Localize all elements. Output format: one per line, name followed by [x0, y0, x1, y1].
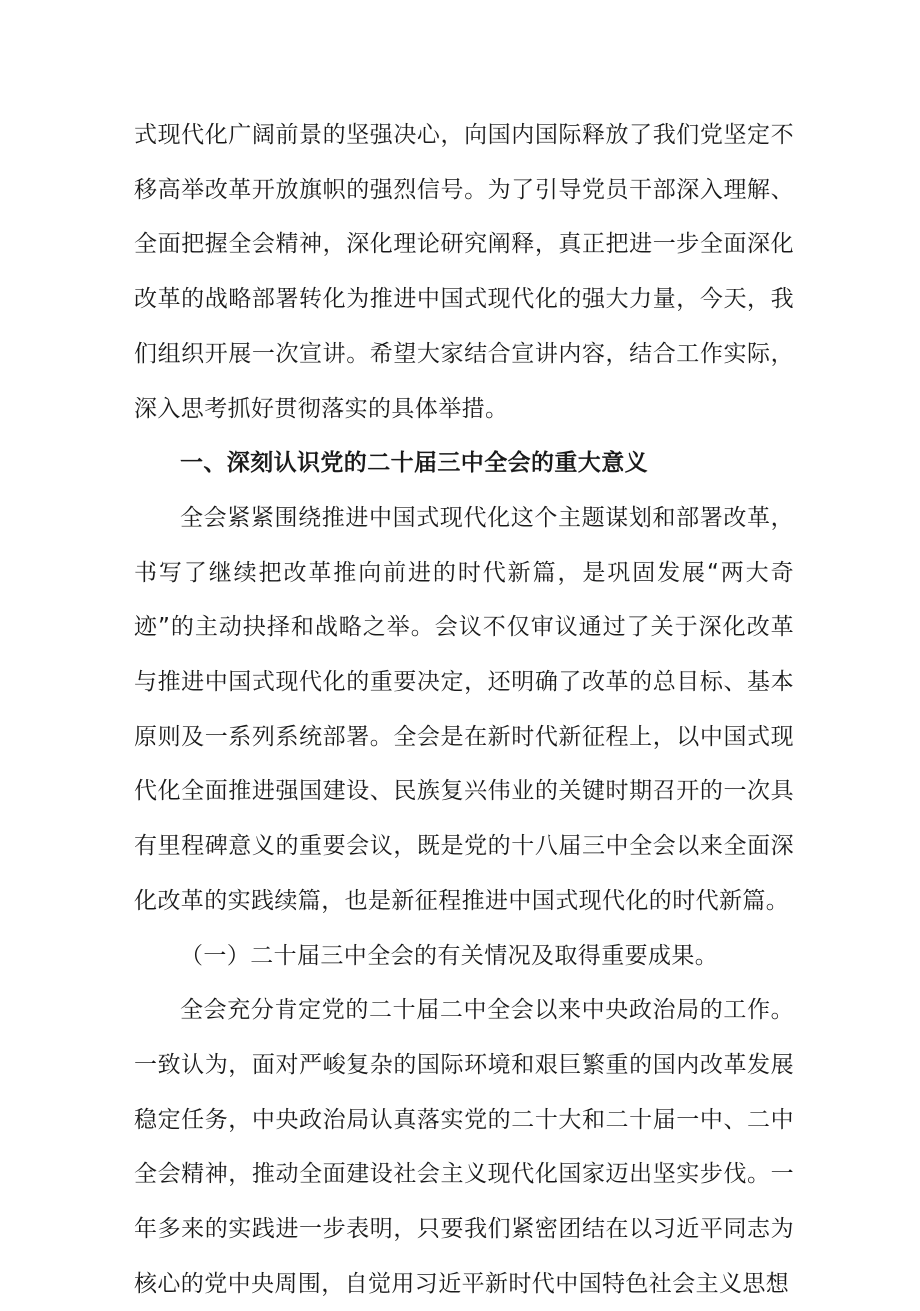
subsection-heading: （一）二十届三中全会的有关情况及取得重要成果。: [180, 942, 719, 969]
section-paragraph: 全会紧紧围绕推进中国式现代化这个主题谋划和部署改革，书写了继续把改革推向前进的时代新篇，是巩固发展“两大奇迹”的主动抉择和战略之举。会议不仅审议通过了关于深化改革与推进中国式现代化的重要决定，还明确了改革的总目标、基本原则及一系列系统部署。全会是在新时代新征程上，以中国式现代化全面推进强国建设、民族复兴伟业的关键时期召开的一次具有里程碑意义的重要会议，既是党的十八届三中全会以来全面深化改革的实践续篇，也是新征程推进中国式现代化的时代新篇。: [134, 504, 794, 914]
intro-paragraph: 式现代化广阔前景的坚强决心，向国内国际释放了我们党坚定不移高举改革开放旗帜的强烈信号。为了引导党员干部深入理解、全面把握全会精神，深化理论研究阐释，真正把进一步全面深化改革的战略部署转化为推进中国式现代化的强大力量，今天，我们组织开展一次宣讲。希望大家结合宣讲内容，结合工作实际，深入思考抓好贯彻落实的具体举措。: [134, 122, 794, 422]
subsection-paragraph: 全会充分肯定党的二十届二中全会以来中央政治局的工作。一致认为，面对严峻复杂的国际环境和艰巨繁重的国内改革发展稳定任务，中央政治局认真落实党的二十大和二十届一中、二中全会精神，推动全面建设社会主义现代化国家迈出坚实步伐。一年多来的实践进一步表明，只要我们紧密团结在以习近平同志为核心的党中央周围，自觉用习近平新时代中国特色社会主义思想: [134, 997, 794, 1297]
section-heading: 一、深刻认识党的二十届三中全会的重大意义: [180, 450, 648, 477]
document-body: [134, 108, 794, 1311]
